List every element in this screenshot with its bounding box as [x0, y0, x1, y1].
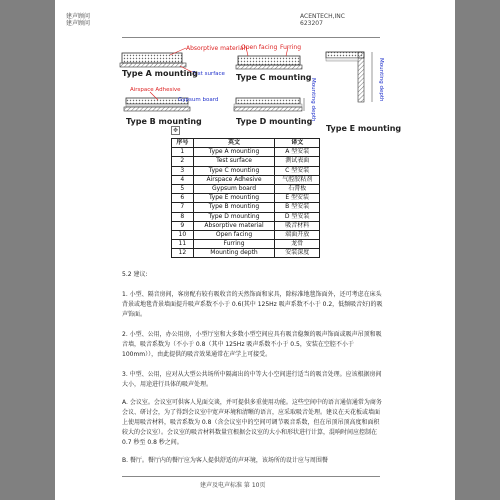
paragraph-a-text: A. 会议室。会议室可供客人见面交谈，并可提供多重使用功能。这些空间中的语言通信通常为商务会议、研讨会，为了得到会议室中宽声环境和清晰的语言，应采取吸音处理。建议在天花板或墙面上使用吸音材料，吸音系数为 0.8（含会议室中的空间可调节吸音系数，但在吊顶吊顶高度和面积较大的会议室）。会议室的吸音材料数量宜根据会议室的大小和形状进行计算，混响时间应控制在 0.7 秒至 0.8 秒之间。 [122, 399, 382, 446]
table-row [172, 148, 320, 157]
section-heading: 5.2 建议: [122, 271, 148, 278]
type-e-label: Type E mounting [326, 124, 402, 133]
table-cell: 2 [172, 157, 194, 166]
table-cell: 4 [172, 175, 194, 184]
table-cell: 12 [172, 249, 194, 258]
open-facing-label: Open facing [241, 44, 278, 51]
test-surface-label: Test surface [192, 71, 225, 77]
table-cell: D 型安装 [275, 212, 320, 221]
mounting-depth-label-d: Mounting depth [310, 78, 316, 122]
table-cell: Type A mounting [193, 148, 275, 157]
table-cell: 11 [172, 240, 194, 249]
absorptive-material-label: Absorptive material [186, 45, 246, 52]
table-cell: B 型安装 [275, 203, 320, 212]
type-d-diagram [234, 78, 316, 126]
type-b-diagram [124, 87, 218, 126]
table-cell: Mounting depth [193, 249, 275, 258]
table-cell: 端面开放 [275, 230, 320, 239]
table-cell: Test surface [193, 157, 275, 166]
header-cell: 序号 [172, 139, 194, 148]
terminology-table [171, 138, 320, 258]
paragraph-b-text: B. 餐厅。餐厅内的餐厅应为客人提供舒适的声环境，该场所的设计应与周围餐 [122, 457, 328, 464]
table-cell: 9 [172, 221, 194, 230]
table-row [172, 184, 320, 193]
paragraph-3-text: 3. 中型、公用，应对从大型公共场所中隔离出的中等大小空间进行适当的吸音处理。应该根据房间大小，用途进行具体的吸声处理。 [122, 371, 382, 388]
table-row [172, 230, 320, 239]
footer: 建声及电声标准 第 10页 [200, 482, 266, 489]
paragraph-b [122, 456, 384, 466]
table-row [172, 157, 320, 166]
table-cell: 吸音材料 [275, 221, 320, 230]
table-cell: 1 [172, 148, 194, 157]
type-a-diagram [120, 45, 246, 78]
table-cell: Airspace Adhesive [193, 175, 275, 184]
table-row [172, 166, 320, 175]
footer-rule [122, 476, 380, 477]
type-c-label: Type C mounting [236, 73, 312, 82]
table-cell: 测试表面 [275, 157, 320, 166]
table-row [172, 175, 320, 184]
header-left-line1: 建声顾问 [66, 13, 91, 20]
type-b-label: Type B mounting [126, 117, 202, 126]
table-cell: 气腔胶粘剂 [275, 175, 320, 184]
header-right-line1: ACENTECH,INC [300, 13, 345, 20]
paragraph-1-text: 1. 小型、隔音房间，客房配有较有吸收音的天然饰面和家具，除标准地毯饰面外，还可考虑在床头背景或地毯背景墙面提升吸声系数不小于 0.6(其中 125Hz 吸声系数不小于 0.2，低频吸音好)的吸声饰面。 [122, 291, 383, 318]
table-row [172, 221, 320, 230]
furring-label: Furring [280, 44, 302, 51]
type-d-label: Type D mounting [236, 117, 313, 126]
table-cell: 石膏板 [275, 184, 320, 193]
table-cell: A 型安装 [275, 148, 320, 157]
table-cell: Type E mounting [193, 194, 275, 203]
table-cell: 龙骨 [275, 240, 320, 249]
table-cell: Absorptive material [193, 221, 275, 230]
paragraph-3 [122, 370, 384, 390]
table-cell: Type C mounting [193, 166, 275, 175]
table-row [172, 249, 320, 258]
header-right-line2: 623207 [300, 20, 323, 27]
table-cell: Gypsum board [193, 184, 275, 193]
table-cell: Open facing [193, 230, 275, 239]
paragraph-2-text: 2. 小型、公用，办公用房，小型厅室和大多数小型空间应具有吸音稳频的吸声饰面或吸声吊顶和吸音墙，吸音系数为（不小于 0.8（其中 125Hz 吸声系数不小于 0.5，安装在空腔不小于 100mm）），由此提供的吸音效果通常在声学上可接受。 [122, 331, 382, 358]
table-row [172, 194, 320, 203]
airspace-adhesive-label: Airspace Adhesive [130, 87, 181, 93]
type-e-diagram [326, 52, 401, 133]
table-row [172, 212, 320, 221]
table-cell: Type D mounting [193, 212, 275, 221]
table-move-handle[interactable]: ✥ [172, 127, 179, 134]
table-header-row [172, 139, 320, 148]
paragraph-1 [122, 290, 384, 320]
table-cell: 6 [172, 194, 194, 203]
table-cell: 8 [172, 212, 194, 221]
table-cell: 10 [172, 230, 194, 239]
header-left-line2: 建声顾问 [66, 20, 91, 27]
header-cell: 译文 [275, 139, 320, 148]
table-cell: Furring [193, 240, 275, 249]
gypsum-board-label: Gypsum board [178, 97, 219, 103]
header-cell: 英文 [193, 139, 275, 148]
table-cell: Type B mounting [193, 203, 275, 212]
table-cell: E 型安装 [275, 194, 320, 203]
table-cell: 3 [172, 166, 194, 175]
type-c-diagram [236, 44, 312, 82]
mounting-depth-label-e: Mounting depth [378, 58, 384, 102]
table-cell: 安装深度 [275, 249, 320, 258]
type-a-label: Type A mounting [122, 69, 198, 78]
paragraph-a [122, 398, 384, 448]
paragraph-2 [122, 330, 384, 360]
table-cell: 7 [172, 203, 194, 212]
table-row [172, 240, 320, 249]
table-cell: C 型安装 [275, 166, 320, 175]
table-cell: 5 [172, 184, 194, 193]
table-row [172, 203, 320, 212]
